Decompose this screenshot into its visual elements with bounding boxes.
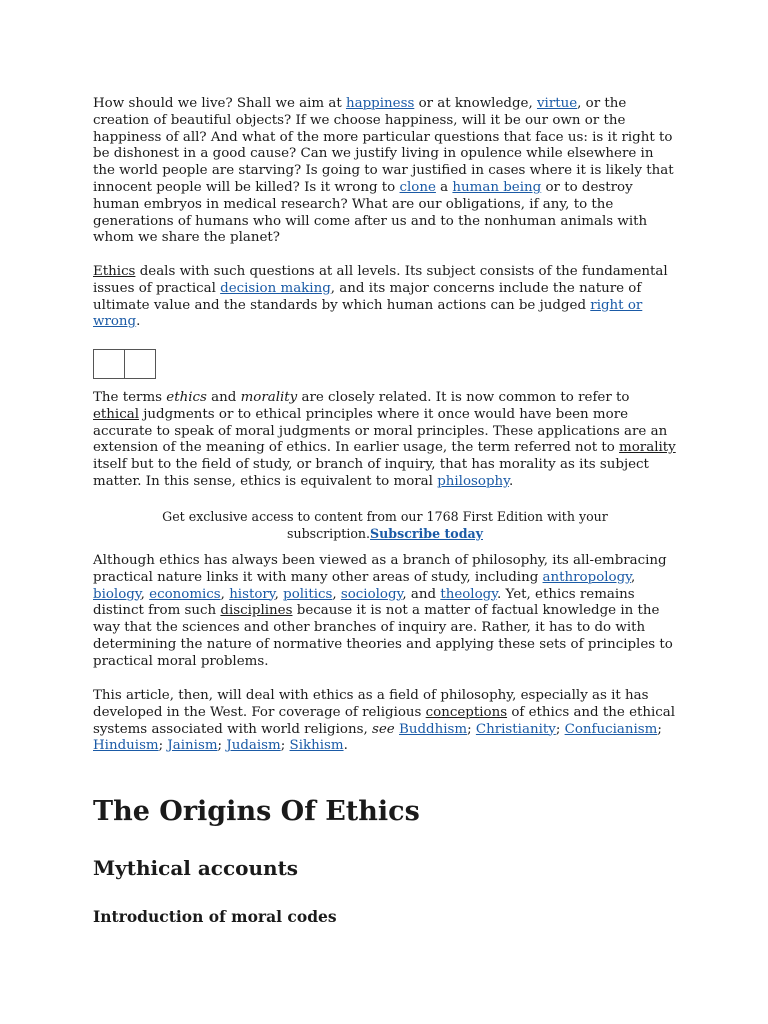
link-jainism[interactable]: Jainism [167, 738, 218, 754]
text: , [274, 586, 284, 602]
link-clone[interactable]: clone [399, 179, 436, 195]
link-happiness[interactable]: happiness [345, 96, 415, 111]
dictionary-term-morality[interactable]: morality [619, 440, 676, 456]
text: ; [158, 738, 168, 754]
paragraph-intro [93, 96, 678, 247]
text: . [136, 314, 141, 330]
italic-term: morality [240, 390, 298, 405]
dictionary-term-ethical[interactable]: ethical [93, 406, 139, 422]
text: ; [657, 721, 662, 737]
link-philosophy[interactable]: philosophy [437, 473, 509, 489]
link-economics[interactable]: economics [149, 586, 221, 602]
link-confucianism[interactable]: Confucianism [564, 721, 658, 737]
image-placeholder-left[interactable] [93, 349, 125, 379]
text: The terms [93, 390, 167, 405]
paragraph-terms [93, 390, 678, 491]
dictionary-term-disciplines[interactable]: disciplines [220, 603, 293, 619]
italic-term: ethics [166, 390, 207, 405]
link-judaism[interactable]: Judaism [226, 738, 281, 754]
link-virtue[interactable]: virtue [536, 96, 578, 111]
link-theology[interactable]: theology [440, 586, 498, 602]
text: . [343, 738, 348, 754]
promo-text: Get exclusive access to content from our 1768 First Edition with your subscription. [162, 509, 608, 541]
paragraph-scope [93, 688, 678, 755]
text: or to destroy human embryos in medical research? What are our obligations, if any, to the generations of humans who will come after us and to the nonhuman animals with whom we share the planet? [93, 179, 648, 246]
image-placeholder-right[interactable] [125, 349, 156, 379]
subscription-promo [90, 509, 680, 542]
text: . [508, 473, 514, 489]
sub-subsection-heading: Introduction of moral codes [93, 907, 337, 926]
text: Although ethics has always been viewed as a branch of philosophy, its all-embracing practical nature links it with many other areas of study, including [93, 553, 667, 585]
link-decision-making[interactable]: decision making [220, 280, 331, 296]
text: because it is not a matter of factual knowledge in the way that the sciences and other branches of inquiry are. Rather, it has to do with determining the nature of normative theories and applying these sets of principles to practical moral problems. [93, 603, 673, 669]
subsection-heading: Mythical accounts [93, 856, 299, 880]
dictionary-term-ethics[interactable]: Ethics [93, 264, 136, 279]
text: , [140, 586, 150, 602]
section-heading: The Origins Of Ethics [93, 796, 420, 827]
link-sikhism[interactable]: Sikhism [289, 738, 344, 754]
text: judgments or to ethical principles where it once would have been more accurate to speak of moral judgments or moral principles. These applications are an extension of the meaning of ethics. In earlier usage, the term referred not to [93, 406, 668, 456]
text: , and [402, 586, 441, 602]
text: How should we live? Shall we aim at [93, 96, 346, 111]
text: ; [467, 721, 476, 737]
text: ; [217, 738, 227, 754]
link-politics[interactable]: politics [283, 586, 333, 602]
text: ; [555, 721, 565, 737]
link-buddhism[interactable]: Buddhism [399, 721, 468, 737]
italic-term: see [372, 721, 395, 737]
link-history[interactable]: history [229, 586, 275, 602]
text: a [435, 179, 453, 195]
text: or at knowledge, [414, 96, 537, 111]
subscribe-link[interactable]: Subscribe today [370, 525, 483, 541]
text: of ethics and the ethical systems associated with world religions, [93, 704, 676, 737]
text: ; [280, 738, 290, 754]
link-anthropology[interactable]: anthropology [542, 569, 631, 585]
link-sociology[interactable]: sociology [340, 586, 403, 602]
link-christianity[interactable]: Christianity [475, 721, 556, 737]
text: . Yet, ethics remains distinct from such [93, 586, 635, 619]
link-biology[interactable]: biology [93, 586, 141, 602]
text: , or the creation of beautiful objects? If we choose happiness, will it be our own or the happiness of all? And what of the more particular questions that face us: is it right to be dishonest in a good cause? Can we justify living in opulence while elsewhere in the world people are starving? Is going to war justified in cases where it is likely that innocent people will be killed? Is it wrong to [93, 96, 674, 195]
dictionary-term-conceptions[interactable]: conceptions [425, 704, 508, 720]
text: , [220, 586, 230, 602]
link-hinduism[interactable]: Hinduism [93, 738, 159, 754]
text: are closely related. It is now common to refer to [297, 390, 630, 405]
link-human-being[interactable]: human being [452, 179, 542, 195]
text: , [630, 569, 636, 585]
paragraph-definition [93, 264, 678, 331]
link-right-or-wrong[interactable]: right or wrong [93, 297, 643, 330]
paragraph-disciplines [93, 553, 678, 671]
text: and [206, 390, 241, 405]
media-placeholder [93, 349, 156, 379]
text: itself but to the field of study, or branch of inquiry, that has morality as its subject matter. In this sense, ethics is equivalent to moral [93, 457, 649, 489]
text: This article, then, will deal with ethics as a field of philosophy, especially as it has developed in the West. For coverage of religious [93, 688, 649, 720]
text: , and its major concerns include the nature of ultimate value and the standards by which human actions can be judged [93, 280, 642, 313]
text: , [332, 586, 341, 602]
text: deals with such questions at all levels. Its subject consists of the fundamental issues of practical [93, 264, 668, 296]
